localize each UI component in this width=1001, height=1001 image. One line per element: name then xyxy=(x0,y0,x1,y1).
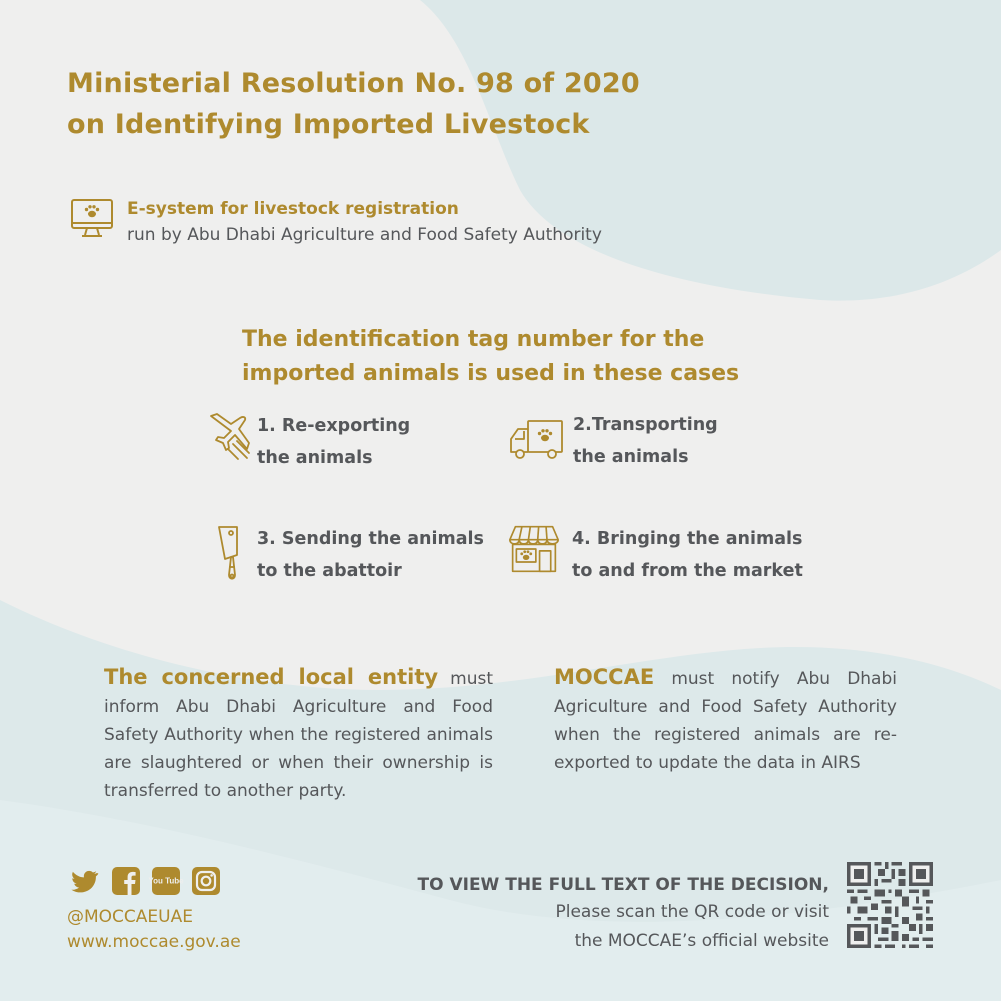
instagram-icon[interactable] xyxy=(191,866,221,896)
page-title xyxy=(67,63,640,145)
case-item-transport xyxy=(506,409,718,473)
youtube-icon[interactable] xyxy=(148,866,184,896)
moccae-text: must notify Abu Dhabi Agriculture and Food Safety Authority when the registered animals are re-exported to update the data in AIRS xyxy=(554,669,897,773)
esystem-subtext: run by Abu Dhabi Agriculture and Food Safety Authority xyxy=(127,225,602,245)
case-item-abattoir xyxy=(207,523,484,587)
twitter-icon[interactable] xyxy=(67,866,101,896)
title-line-1: Ministerial Resolution No. 98 of 2020 xyxy=(67,68,640,99)
cta-line-2: Please scan the QR code or visit xyxy=(555,902,829,922)
case-4-line-1: 4. Bringing the animals xyxy=(572,529,803,549)
qr-code[interactable] xyxy=(847,862,933,948)
case-item-reexport xyxy=(207,410,410,474)
website-link[interactable]: www.moccae.gov.ae xyxy=(67,932,241,952)
cta-line-3: the MOCCAE’s official website xyxy=(574,931,829,951)
cases-heading xyxy=(242,323,739,391)
case-item-market xyxy=(506,523,803,587)
cleaver-icon xyxy=(207,523,253,583)
computer-paw-icon xyxy=(70,196,114,240)
local-entity-note xyxy=(104,663,493,805)
social-handle[interactable]: @MOCCAEUAE xyxy=(67,907,193,927)
airplane-icon xyxy=(207,410,253,462)
local-entity-highlight: The concerned local entity xyxy=(104,665,439,689)
esystem-block xyxy=(70,196,602,248)
case-2-line-1: 2.Transporting xyxy=(573,415,718,435)
youtube-icon-label: You Tube xyxy=(148,876,184,886)
case-3-line-1: 3. Sending the animals xyxy=(257,529,484,549)
case-1-line-1: 1. Re-exporting xyxy=(257,416,411,436)
cases-heading-line-2: imported animals is used in these cases xyxy=(242,361,740,386)
case-4-line-2: to and from the market xyxy=(572,561,803,581)
cta-line-1: TO VIEW THE FULL TEXT OF THE DECISION, xyxy=(417,875,829,895)
esystem-heading: E-system for livestock registration xyxy=(127,199,459,219)
moccae-note xyxy=(554,663,897,777)
truck-icon xyxy=(506,409,564,461)
case-1-line-2: the animals xyxy=(257,448,373,468)
qr-call-to-action xyxy=(418,872,830,956)
case-2-line-2: the animals xyxy=(573,447,689,467)
local-entity-text: must inform Abu Dhabi Agriculture and Food Safety Authority when the registered animals are slaughtered or when their ownership is transferred to another party. xyxy=(104,669,493,801)
facebook-icon[interactable] xyxy=(111,866,141,896)
market-stall-icon xyxy=(506,523,562,575)
moccae-highlight: MOCCAE xyxy=(554,665,655,689)
cases-heading-line-1: The identification tag number for the xyxy=(242,327,705,352)
social-links xyxy=(67,866,221,896)
case-3-line-2: to the abattoir xyxy=(257,561,402,581)
title-line-2: on Identifying Imported Livestock xyxy=(67,109,590,140)
